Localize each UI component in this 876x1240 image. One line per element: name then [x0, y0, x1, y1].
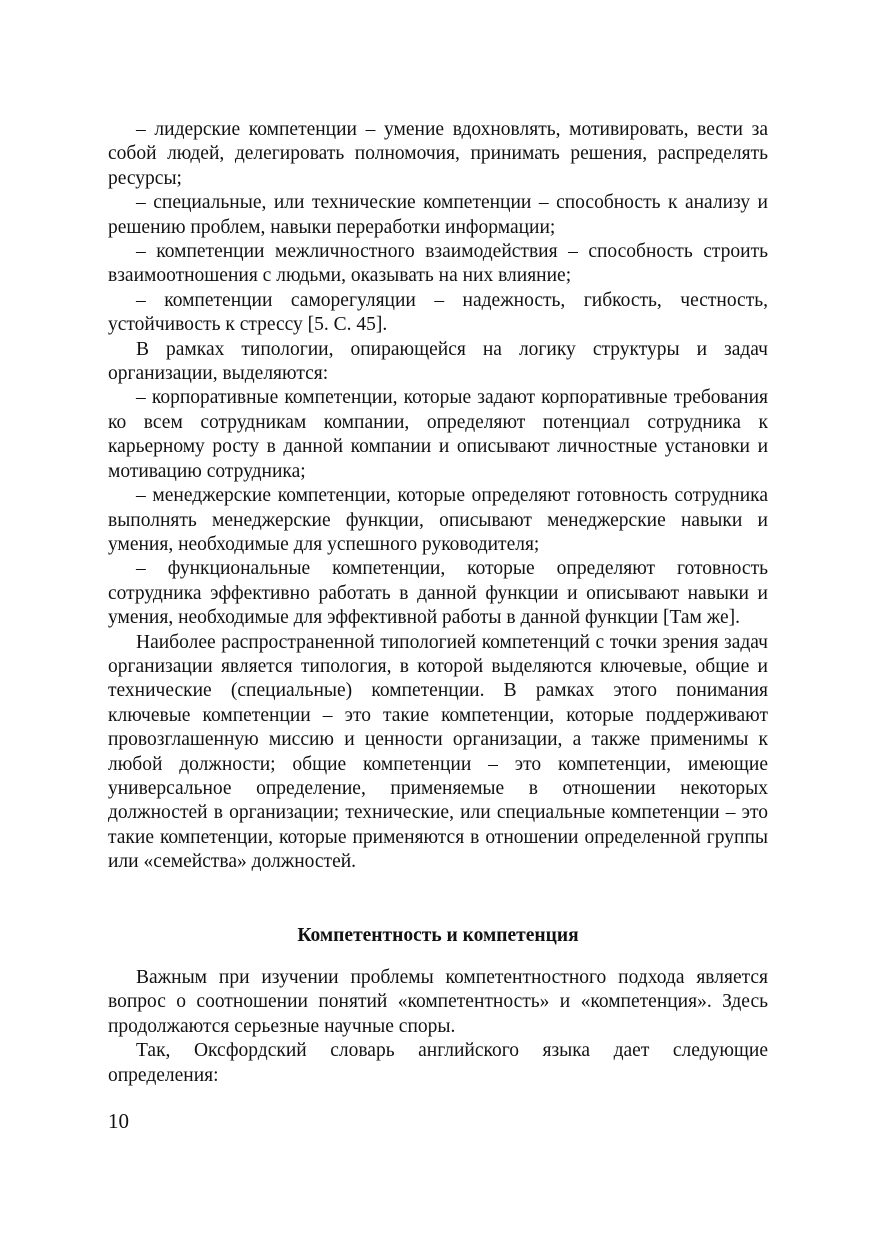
body-text-top [108, 118, 768, 875]
paragraph: Так, Оксфордский словарь английского языка дает следующие определения: [108, 1040, 768, 1086]
page-number: 10 [108, 1109, 129, 1133]
paragraph: – менеджерские компетенции, которые определяют готовность сотрудника выполнять менеджерские функции, описывают менеджерские навыки и умения, необходимые для успешного руководителя; [108, 485, 768, 555]
paragraph: В рамках типологии, опирающейся на логику структуры и задач организации, выделяются: [108, 338, 768, 385]
section-heading: Компетентность и компетенция [297, 925, 579, 946]
paragraph: – компетенции саморегуляции – надежность, гибкость, честность, устойчивость к стрессу [5. С. 45]. [108, 289, 768, 336]
paragraph: – корпоративные компетенции, которые задают корпоративные требования ко всем сотрудникам компании, определяют потенциал сотрудника к карьерному росту в данной компании и описывают личностные установки и мотивацию сотрудника; [108, 387, 768, 482]
body-text-bottom [108, 966, 768, 1088]
paragraph: – компетенции межличностного взаимодействия – способность строить взаимоотношения с людьми, оказывать на них влияние; [108, 241, 768, 287]
paragraph: – специальные, или технические компетенции – способность к анализу и решению проблем, навыки переработки информации; [108, 192, 768, 238]
paragraph: Наиболее распространенной типологией компетенций с точки зрения задач организации является типология, в которой выделяются ключевые, общие и технические (специальные) компетенции. В рамках этого понимания ключевые компетенции – это такие компетенции, которые поддерживают провозглашенную миссию и ценности организации, а также применимы к любой должности; общие компетенции – это компетенции, имеющие универсальное определение, применяемые в отношении некоторых должностей в организации; технические, или специальные компетенции – это такие компетенции, которые применяются в отношении определенной группы или «семейства» должностей. [108, 631, 768, 873]
paragraph: – функциональные компетенции, которые определяют готовность сотрудника эффективно работать в данной функции и описывают навыки и умения, необходимые для эффективной работы в данной функции [Там же]. [108, 558, 768, 629]
paragraph: – лидерские компетенции – умение вдохновлять, мотивировать, вести за собой людей, делегировать полномочия, принимать решения, распределять ресурсы; [108, 119, 768, 189]
paragraph: Важным при изучении проблемы компетентностного подхода является вопрос о соотношении понятий «компетентность» и «компетенция». Здесь продолжаются серьезные научные споры. [108, 967, 768, 1037]
